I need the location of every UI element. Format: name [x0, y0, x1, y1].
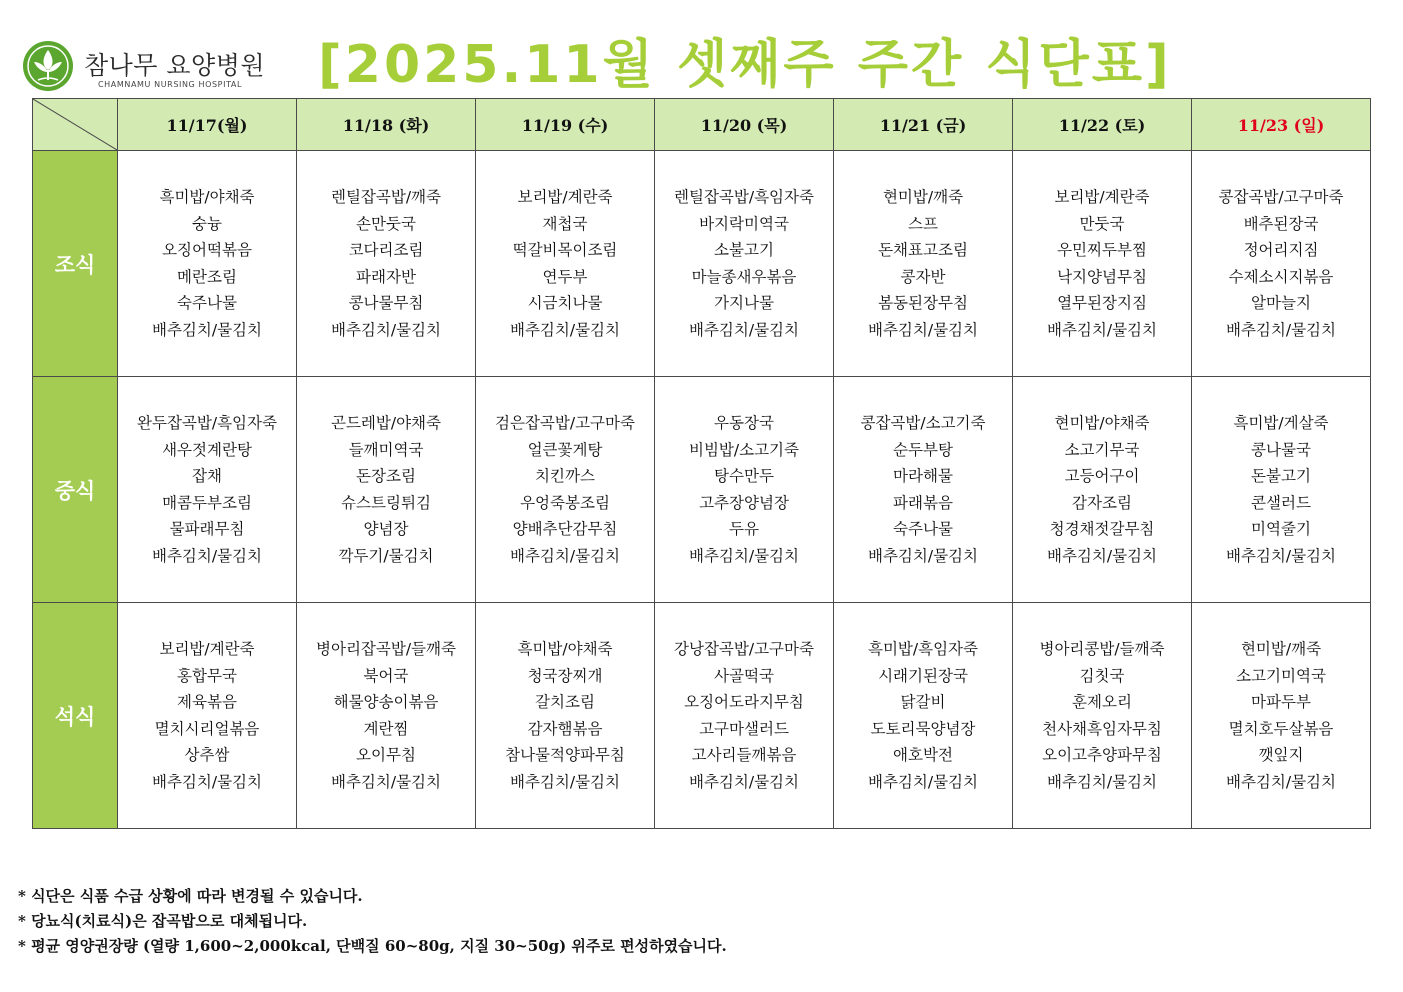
hospital-logo [22, 40, 265, 92]
menu-cell [118, 151, 297, 377]
menu-item: 깻잎지 [1258, 746, 1304, 764]
menu-item: 시래기된장국 [878, 666, 968, 685]
menu-item: 완두잡곡밥/흑임자죽 [137, 414, 277, 432]
menu-item: 숙주나물 [177, 294, 237, 312]
menu-item: 병아리콩밥/들깨죽 [1039, 640, 1165, 658]
menu-item: 오이고추양파무침 [1042, 746, 1162, 764]
menu-item: 배추김치/물김치 [330, 320, 442, 339]
menu-item: 낙지양념무침 [1057, 267, 1147, 286]
menu-item: 미역줄기 [1251, 520, 1311, 538]
note-line: * 식단은 식품 수급 상황에 따라 변경될 수 있습니다. [18, 887, 363, 905]
menu-cell [476, 151, 655, 377]
menu-cell [1013, 151, 1192, 377]
menu-item: 보리밥/계란죽 [517, 188, 613, 206]
diagonal-line [33, 99, 117, 150]
menu-item: 감자햄볶음 [527, 719, 603, 738]
menu-item: 배추김치/물김치 [867, 546, 979, 565]
menu-item: 검은잡곡밥/고구마죽 [495, 414, 635, 432]
menu-item: 순두부탕 [893, 440, 953, 459]
menu-item: 메란조림 [177, 267, 237, 286]
menu-cell [476, 377, 655, 603]
menu-item: 들깨미역국 [348, 440, 424, 459]
day-header-row [33, 99, 1371, 151]
menu-item: 스프 [908, 214, 938, 233]
menu-item: 보리밥/계란죽 [1054, 188, 1150, 206]
menu-item: 참나물적양파무침 [505, 746, 625, 764]
menu-item: 잡채 [192, 467, 222, 485]
menu-item: 흑미밥/게살죽 [1233, 414, 1329, 432]
menu-item: 현미밥/깨죽 [882, 188, 964, 206]
meal-label: 석식 [33, 603, 118, 829]
menu-item: 돈불고기 [1251, 467, 1311, 485]
menu-item: 배추김치/물김치 [1046, 546, 1158, 565]
note-line: * 평균 영양권장량 (열량 1,600~2,000kcal, 단백질 60~80g, 지질 30~50g) 위주로 편성하였습니다. [18, 937, 727, 955]
menu-item: 흑미밥/야채죽 [517, 640, 613, 658]
menu-item: 애호박전 [893, 746, 953, 764]
menu-cell [834, 151, 1013, 377]
menu-item: 배추김치/물김치 [509, 320, 621, 339]
menu-cell [1192, 603, 1371, 829]
menu-cell [1192, 377, 1371, 603]
menu-item: 바지락미역국 [699, 214, 789, 233]
menu-item: 시금치나물 [527, 294, 603, 312]
menu-item: 배추김치/물김치 [509, 772, 621, 791]
menu-cell [1013, 377, 1192, 603]
menu-cell [297, 377, 476, 603]
menu-item: 돈채표고조림 [878, 241, 968, 259]
menu-item: 멸치호두살볶음 [1228, 719, 1334, 738]
day-header: 11/22 (토) [1013, 99, 1192, 151]
menu-cell [118, 603, 297, 829]
menu-item: 배추김치/물김치 [688, 546, 800, 565]
menu-item: 도토리묵양념장 [870, 719, 976, 738]
menu-item: 현미밥/야채죽 [1054, 414, 1150, 432]
menu-item: 콘샐러드 [1251, 493, 1311, 512]
menu-cell [1192, 151, 1371, 377]
menu-item: 오징어떡볶음 [162, 241, 252, 259]
menu-item: 배추김치/물김치 [867, 772, 979, 791]
menu-item: 슈스트링튀김 [341, 493, 431, 512]
menu-item: 배추김치/물김치 [1046, 772, 1158, 791]
menu-item: 비빔밥/소고기죽 [688, 440, 800, 459]
hospital-name: 참나무 요양병원 [84, 51, 265, 80]
meal-row [33, 151, 1371, 377]
day-header: 11/20 (목) [655, 99, 834, 151]
menu-item: 배추김치/물김치 [688, 320, 800, 339]
meal-row [33, 603, 1371, 829]
menu-item: 배추김치/물김치 [330, 772, 442, 791]
menu-item: 수제소시지볶음 [1228, 267, 1334, 286]
menu-item: 감자조림 [1072, 493, 1132, 512]
menu-item: 얼큰꽃게탕 [527, 440, 603, 459]
menu-item: 매콤두부조림 [162, 493, 252, 512]
menu-item: 홍합무국 [177, 666, 237, 685]
menu-item: 갈치조림 [535, 693, 595, 711]
weekly-menu-table [32, 98, 1371, 829]
menu-item: 파래자반 [356, 267, 416, 286]
menu-item: 보리밥/계란죽 [159, 640, 255, 658]
menu-item: 두유 [729, 520, 759, 538]
menu-item: 고등어구이 [1064, 467, 1140, 485]
menu-item: 청국장찌개 [527, 666, 603, 685]
menu-item: 탕수만두 [714, 467, 774, 485]
menu-item: 배추김치/물김치 [867, 320, 979, 339]
menu-item: 마파두부 [1251, 693, 1311, 711]
menu-item: 가지나물 [714, 294, 774, 312]
menu-item: 치킨까스 [535, 467, 595, 485]
menu-item: 우동장국 [714, 414, 774, 432]
menu-item: 고추장양념장 [699, 493, 789, 512]
menu-item: 해물양송이볶음 [333, 693, 439, 711]
menu-item: 곤드레밥/야채죽 [330, 414, 442, 432]
menu-item: 제육볶음 [177, 693, 237, 711]
day-header: 11/18 (화) [297, 99, 476, 151]
day-header: 11/21 (금) [834, 99, 1013, 151]
menu-item: 배추된장국 [1243, 214, 1319, 233]
menu-item: 파래볶음 [893, 493, 953, 512]
menu-item: 훈제오리 [1072, 693, 1132, 711]
menu-item: 소고기미역국 [1236, 666, 1326, 685]
hospital-name-english: CHAMNAMU NURSING HOSPITAL [98, 80, 243, 89]
menu-item: 연두부 [542, 267, 588, 286]
menu-item: 떡갈비목이조림 [512, 241, 618, 259]
menu-item: 숙주나물 [893, 520, 953, 538]
menu-item: 청경채젓갈무침 [1049, 520, 1155, 538]
menu-item: 북어국 [363, 666, 409, 685]
menu-item: 우민찌두부찜 [1057, 241, 1147, 259]
menu-item: 소불고기 [714, 241, 774, 259]
menu-item: 흑미밥/흑임자죽 [867, 640, 979, 658]
leaf-logo-icon [22, 40, 74, 92]
menu-item: 사골떡국 [714, 666, 774, 685]
menu-item: 콩잡곡밥/소고기죽 [860, 414, 986, 432]
meal-label: 조식 [33, 151, 118, 377]
menu-item: 깍두기/물김치 [338, 546, 434, 565]
menu-item: 닭갈비 [900, 693, 946, 711]
day-header: 11/19 (수) [476, 99, 655, 151]
menu-cell [655, 603, 834, 829]
menu-item: 알마늘지 [1251, 294, 1311, 312]
menu-item: 봄동된장무침 [878, 294, 968, 312]
corner-cell [33, 99, 118, 151]
menu-item: 숭늉 [192, 214, 222, 233]
menu-item: 배추김치/물김치 [1225, 772, 1337, 791]
menu-cell [834, 603, 1013, 829]
menu-item: 현미밥/깨죽 [1240, 640, 1322, 658]
menu-cell [1013, 603, 1192, 829]
meal-row [33, 377, 1371, 603]
menu-item: 양념장 [363, 520, 409, 538]
menu-item: 만둣국 [1079, 214, 1125, 233]
menu-item: 코다리조림 [348, 241, 424, 259]
menu-item: 배추김치/물김치 [1046, 320, 1158, 339]
menu-cell [118, 377, 297, 603]
menu-item: 소고기무국 [1064, 440, 1140, 459]
menu-item: 열무된장지짐 [1057, 294, 1147, 312]
menu-item: 재첩국 [542, 214, 588, 233]
menu-item: 양배추단감무침 [512, 520, 618, 538]
menu-item: 렌틸잡곡밥/깨죽 [330, 188, 442, 206]
menu-item: 배추김치/물김치 [151, 320, 263, 339]
menu-item: 천사채흑임자무침 [1042, 719, 1162, 738]
menu-item: 콩자반 [900, 267, 946, 286]
menu-item: 마라해물 [893, 467, 953, 485]
menu-item: 배추김치/물김치 [151, 772, 263, 791]
menu-cell [655, 151, 834, 377]
menu-cell [297, 603, 476, 829]
menu-item: 콩잡곡밥/고구마죽 [1218, 188, 1344, 206]
menu-item: 배추김치/물김치 [151, 546, 263, 565]
menu-cell [476, 603, 655, 829]
note-line: * 당뇨식(치료식)은 잡곡밥으로 대체됩니다. [18, 912, 308, 930]
menu-cell [297, 151, 476, 377]
menu-item: 김칫국 [1079, 666, 1125, 685]
menu-item: 병아리잡곡밥/들깨죽 [316, 640, 456, 658]
notes [18, 884, 727, 959]
menu-item: 멸치시리얼볶음 [154, 719, 260, 738]
menu-item: 오징어도라지무침 [684, 693, 804, 711]
menu-item: 돈장조림 [356, 467, 416, 485]
menu-cell [655, 377, 834, 603]
menu-item: 배추김치/물김치 [509, 546, 621, 565]
menu-item: 우엉죽봉조림 [520, 493, 610, 512]
menu-item: 오이무침 [356, 746, 416, 764]
menu-item: 배추김치/물김치 [688, 772, 800, 791]
menu-item: 흑미밥/야채죽 [159, 188, 255, 206]
menu-item: 콩나물무침 [348, 294, 424, 312]
menu-item: 계란찜 [363, 719, 409, 738]
menu-cell [834, 377, 1013, 603]
menu-item: 배추김치/물김치 [1225, 320, 1337, 339]
menu-item: 마늘종새우볶음 [691, 267, 797, 286]
meal-label: 중식 [33, 377, 118, 603]
day-header-sunday: 11/23 (일) [1192, 99, 1371, 151]
menu-item: 강낭잡곡밥/고구마죽 [674, 640, 814, 658]
menu-item: 고사리들깨볶음 [691, 746, 797, 764]
menu-item: 렌틸잡곡밥/흑임자죽 [674, 188, 814, 206]
menu-item: 콩나물국 [1251, 440, 1311, 459]
menu-item: 손만둣국 [356, 214, 416, 233]
page-title: [2025.11월 셋째주 주간 식단표] [318, 35, 1172, 95]
menu-item: 새우젓계란탕 [162, 440, 252, 459]
menu-item: 배추김치/물김치 [1225, 546, 1337, 565]
menu-item: 고구마샐러드 [699, 719, 789, 738]
menu-item: 정어리지짐 [1243, 241, 1319, 259]
menu-item: 상추쌈 [184, 746, 230, 764]
day-header: 11/17(월) [118, 99, 297, 151]
menu-item: 물파래무침 [169, 520, 245, 538]
